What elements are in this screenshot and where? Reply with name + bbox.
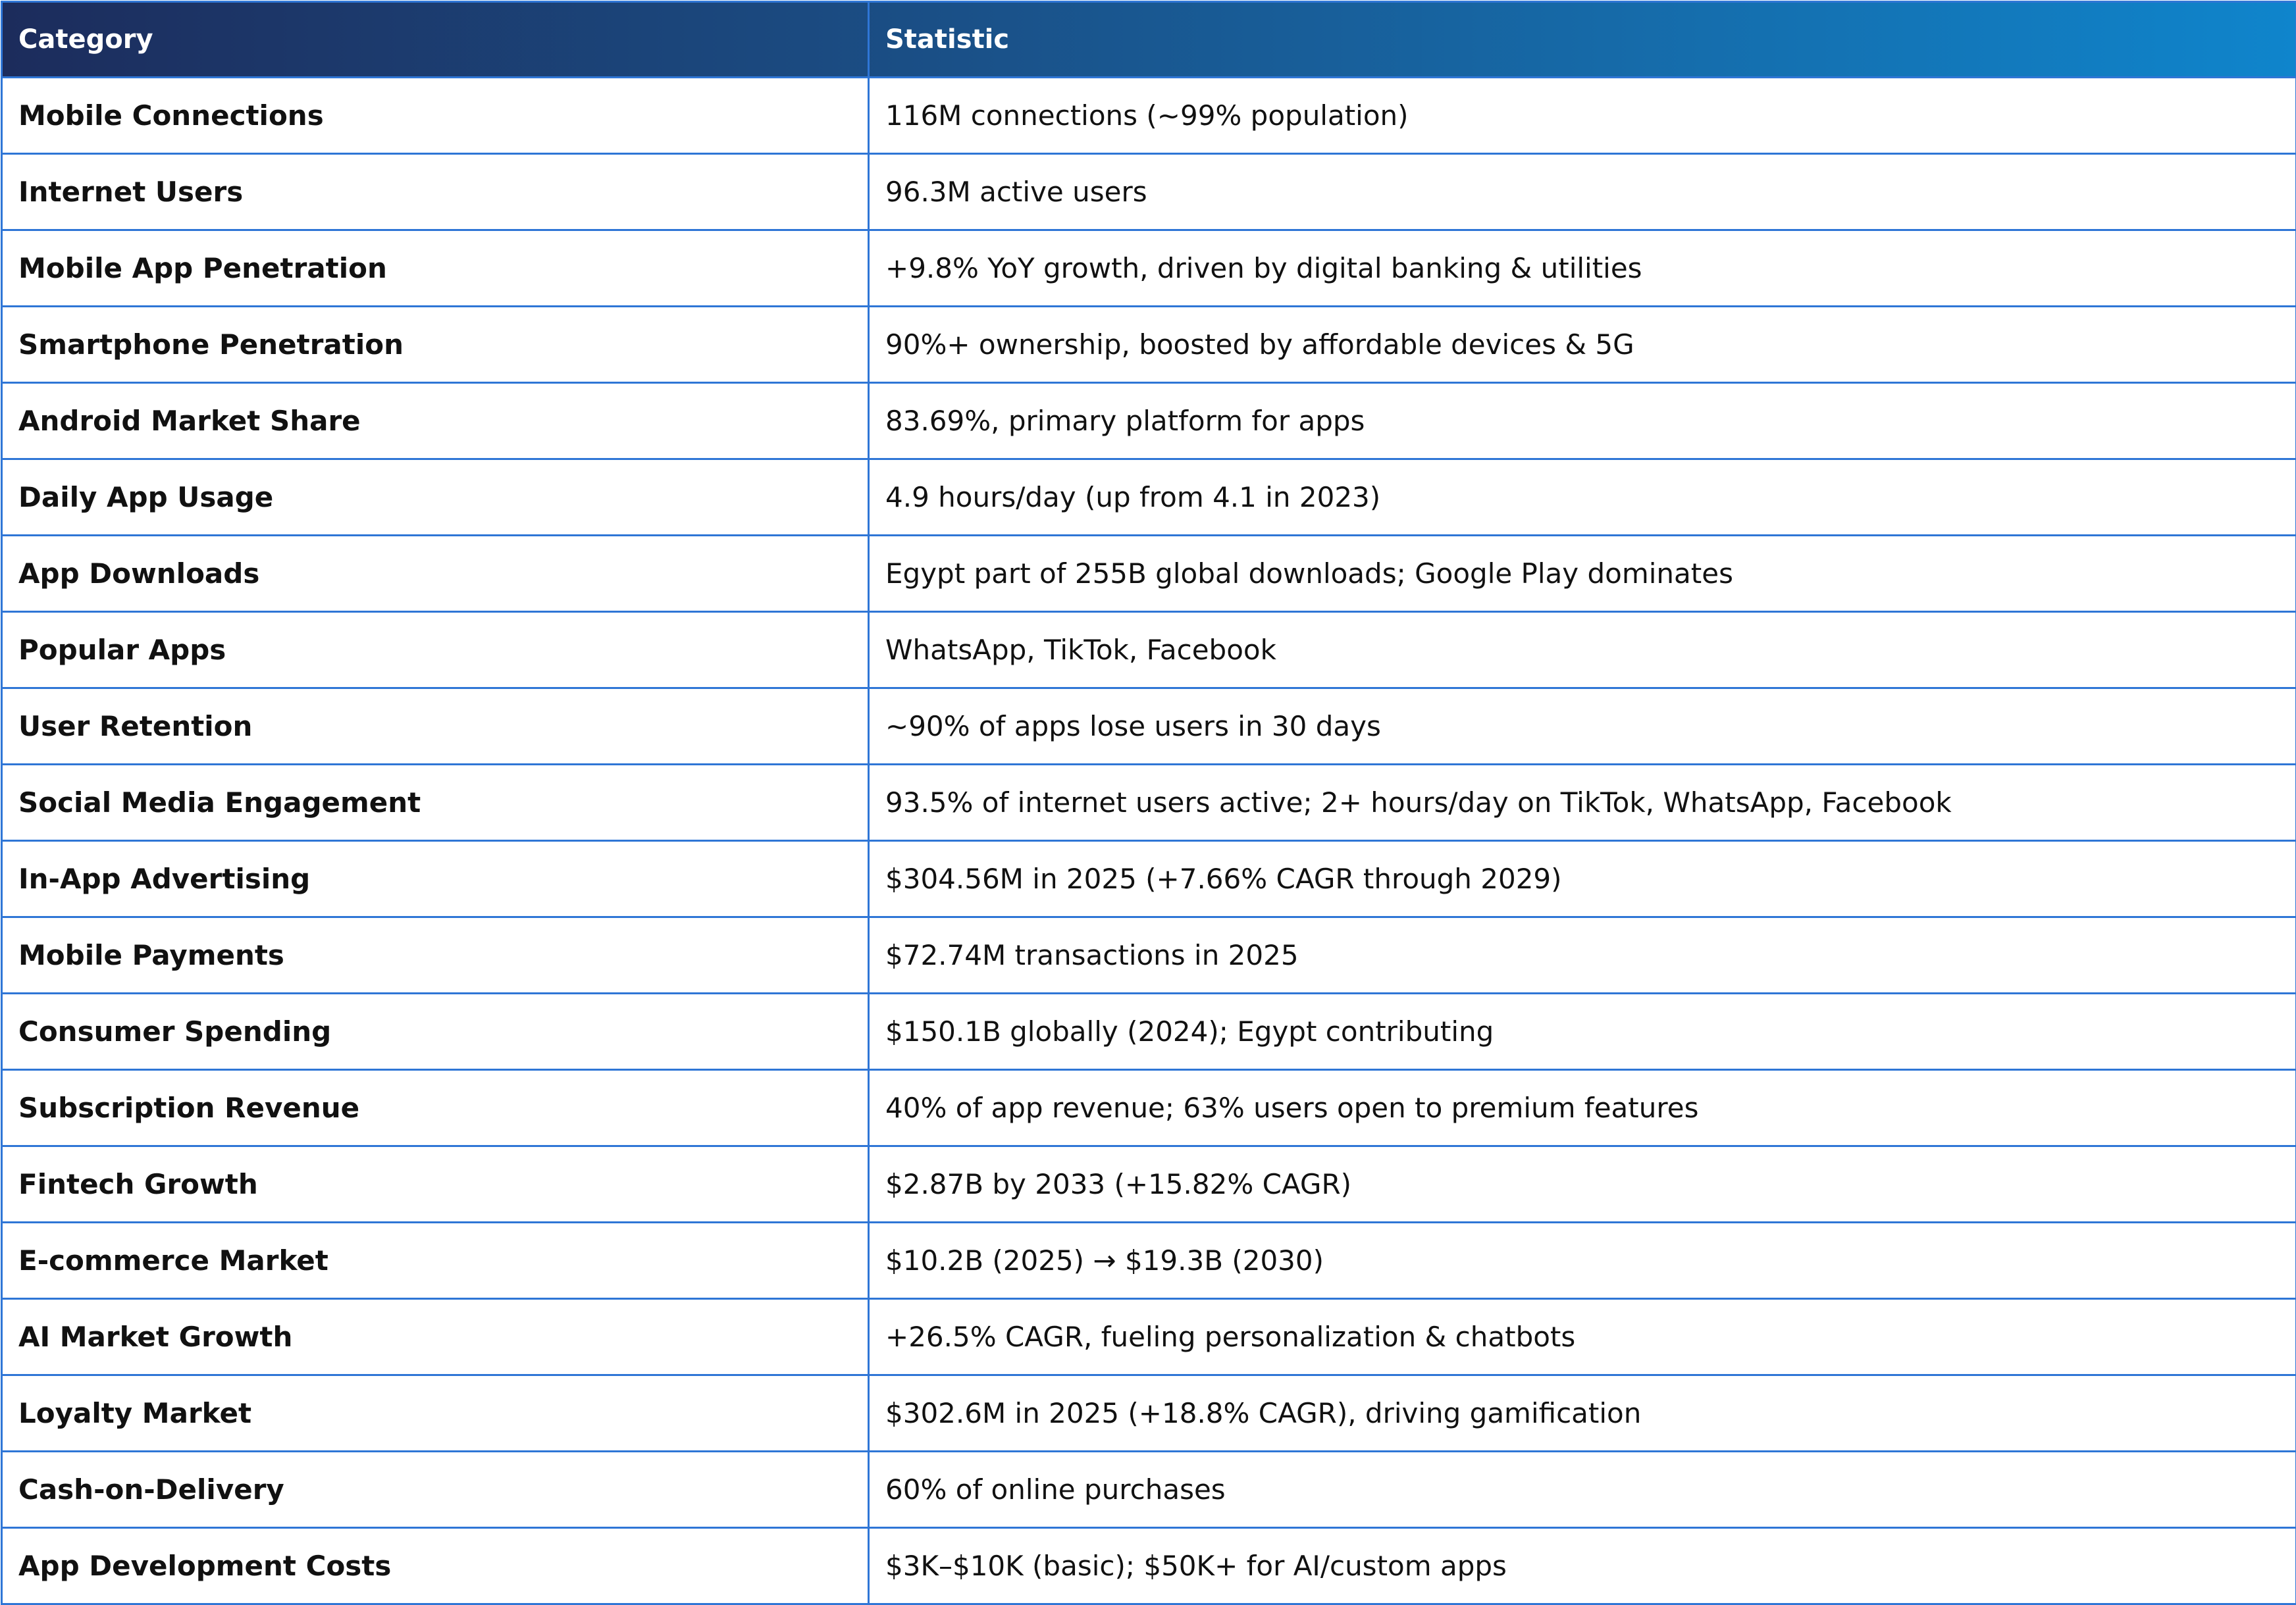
- statistic-cell: 40% of app revenue; 63% users open to premium features: [869, 1070, 2296, 1146]
- table-row: [2, 917, 2296, 994]
- table-row: [2, 78, 2296, 154]
- statistic-cell: 83.69%, primary platform for apps: [869, 383, 2296, 459]
- category-cell: User Retention: [2, 688, 869, 765]
- statistic-cell: $150.1B globally (2024); Egypt contributing: [869, 994, 2296, 1070]
- header-statistic: Statistic: [869, 2, 2296, 78]
- table-row: [2, 994, 2296, 1070]
- statistic-cell: Egypt part of 255B global downloads; Google Play dominates: [869, 536, 2296, 612]
- statistic-cell: 116M connections (~99% population): [869, 78, 2296, 154]
- statistic-cell: $302.6M in 2025 (+18.8% CAGR), driving gamification: [869, 1375, 2296, 1452]
- table-row: [2, 688, 2296, 765]
- category-cell: Loyalty Market: [2, 1375, 869, 1452]
- statistic-cell: $72.74M transactions in 2025: [869, 917, 2296, 994]
- statistic-cell: 93.5% of internet users active; 2+ hours/day on TikTok, WhatsApp, Facebook: [869, 765, 2296, 841]
- table-row: [2, 612, 2296, 688]
- category-cell: In-App Advertising: [2, 841, 869, 917]
- statistic-cell: $2.87B by 2033 (+15.82% CAGR): [869, 1146, 2296, 1223]
- statistic-cell: +9.8% YoY growth, driven by digital banking & utilities: [869, 230, 2296, 307]
- table-row: [2, 1452, 2296, 1528]
- table-row: [2, 1223, 2296, 1299]
- category-cell: Internet Users: [2, 154, 869, 230]
- table-row: [2, 154, 2296, 230]
- statistic-cell: WhatsApp, TikTok, Facebook: [869, 612, 2296, 688]
- table-row: [2, 765, 2296, 841]
- statistic-cell: 96.3M active users: [869, 154, 2296, 230]
- statistic-cell: $10.2B (2025) → $19.3B (2030): [869, 1223, 2296, 1299]
- category-cell: Popular Apps: [2, 612, 869, 688]
- category-cell: Mobile Payments: [2, 917, 869, 994]
- category-cell: Subscription Revenue: [2, 1070, 869, 1146]
- category-cell: App Development Costs: [2, 1528, 869, 1604]
- table-row: [2, 536, 2296, 612]
- category-cell: E-commerce Market: [2, 1223, 869, 1299]
- statistics-table: [1, 1, 2296, 1605]
- category-cell: Mobile App Penetration: [2, 230, 869, 307]
- table-body: [2, 78, 2296, 1604]
- table-row: [2, 1528, 2296, 1604]
- category-cell: Daily App Usage: [2, 459, 869, 536]
- category-cell: Cash-on-Delivery: [2, 1452, 869, 1528]
- category-cell: Consumer Spending: [2, 994, 869, 1070]
- table-row: [2, 1070, 2296, 1146]
- table-row: [2, 841, 2296, 917]
- statistic-cell: $304.56M in 2025 (+7.66% CAGR through 2029): [869, 841, 2296, 917]
- table-row: [2, 230, 2296, 307]
- header-row: [2, 2, 2296, 78]
- statistic-cell: +26.5% CAGR, fueling personalization & chatbots: [869, 1299, 2296, 1375]
- statistic-cell: $3K–$10K (basic); $50K+ for AI/custom apps: [869, 1528, 2296, 1604]
- statistic-cell: 60% of online purchases: [869, 1452, 2296, 1528]
- category-cell: Android Market Share: [2, 383, 869, 459]
- table-row: [2, 383, 2296, 459]
- category-cell: Mobile Connections: [2, 78, 869, 154]
- category-cell: Fintech Growth: [2, 1146, 869, 1223]
- table-header: [2, 2, 2296, 78]
- category-cell: Social Media Engagement: [2, 765, 869, 841]
- table-row: [2, 1299, 2296, 1375]
- table-row: [2, 307, 2296, 383]
- category-cell: App Downloads: [2, 536, 869, 612]
- table-row: [2, 459, 2296, 536]
- statistic-cell: 90%+ ownership, boosted by affordable devices & 5G: [869, 307, 2296, 383]
- statistic-cell: 4.9 hours/day (up from 4.1 in 2023): [869, 459, 2296, 536]
- category-cell: AI Market Growth: [2, 1299, 869, 1375]
- statistic-cell: ~90% of apps lose users in 30 days: [869, 688, 2296, 765]
- table-row: [2, 1375, 2296, 1452]
- category-cell: Smartphone Penetration: [2, 307, 869, 383]
- header-category: Category: [2, 2, 869, 78]
- table-row: [2, 1146, 2296, 1223]
